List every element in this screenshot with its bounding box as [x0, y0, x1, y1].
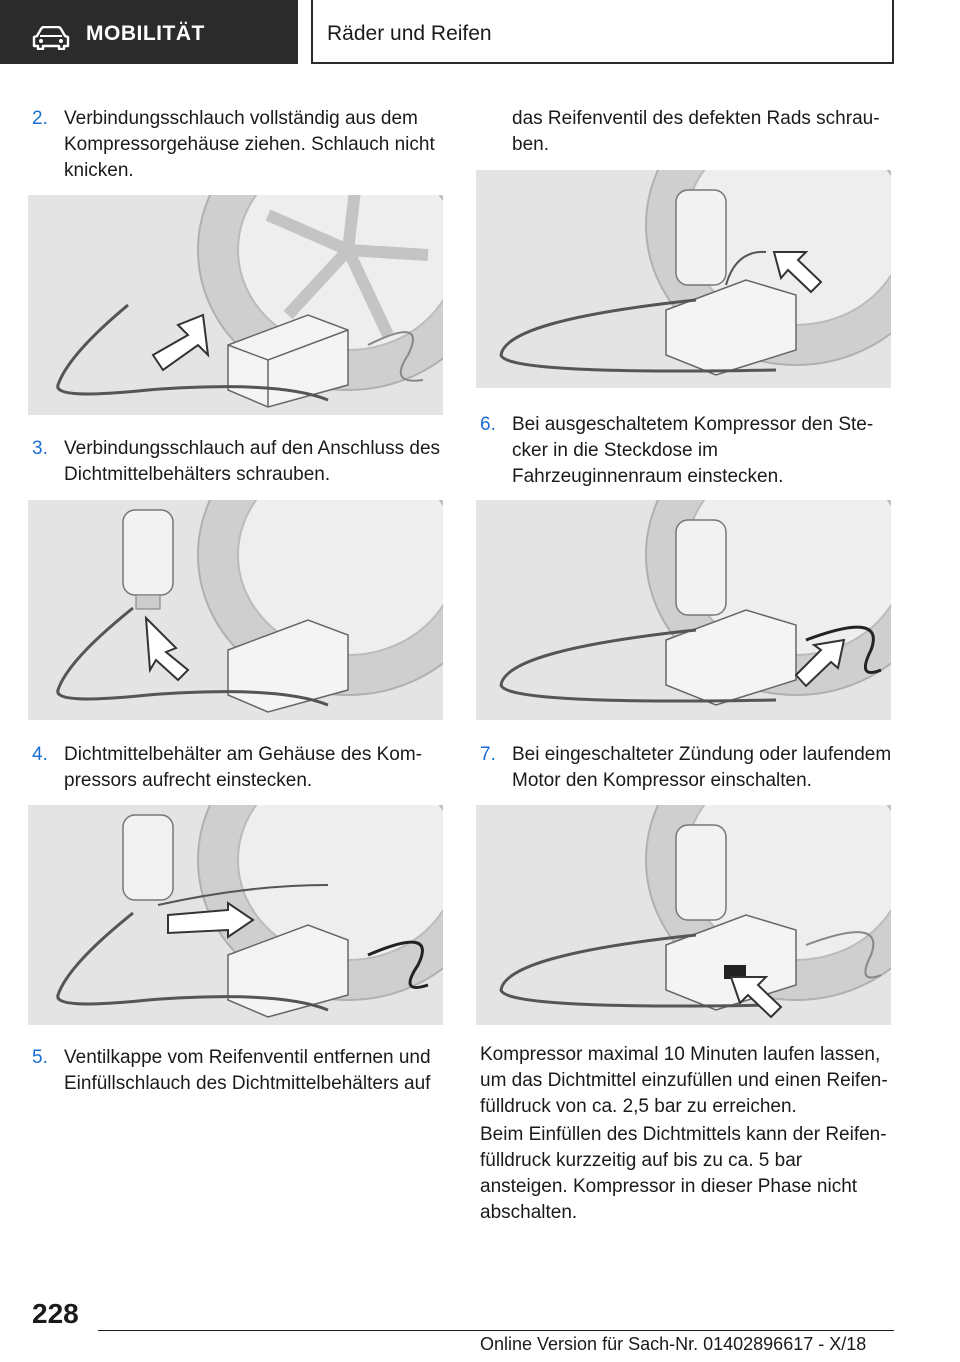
- step-5-continuation: das Reifenventil des defekten Rads schrau-ben.: [512, 108, 880, 155]
- header-category: MOBILITÄT: [86, 22, 205, 45]
- step-text: Dichtmittelbehälter am Gehäuse des Kom-pressors aufrecht einstecken.: [64, 744, 422, 791]
- step-2: [32, 106, 444, 184]
- header-section: [311, 0, 894, 64]
- illustration-plug-connect: [476, 500, 891, 720]
- header-category-bar: [0, 0, 298, 64]
- step-number: 5.: [32, 1047, 48, 1068]
- step-number: 7.: [480, 744, 496, 765]
- step-text: Verbindungsschlauch vollständig aus dem Kompressorgehäuse ziehen. Schlauch nicht knicken.: [64, 108, 435, 181]
- step-text: Ventilkappe vom Reifenventil entfernen und Einfüllschlauch des Dichtmittelbehälters auf: [64, 1047, 431, 1094]
- section-title: Räder und Reifen: [327, 22, 492, 45]
- illustration-hose-attach: [28, 500, 443, 720]
- step-5: [32, 1045, 444, 1097]
- step-text: Verbindungsschlauch auf den Anschluss des Dichtmittelbehälters schrauben.: [64, 438, 441, 485]
- step-text: Bei eingeschalteter Zündung oder laufendem Motor den Kompressor einschalten.: [512, 744, 892, 791]
- illustration-valve-connect: [476, 170, 891, 388]
- illustration-compressor-on: [476, 805, 891, 1025]
- step-6: [480, 412, 892, 490]
- footer-version: Online Version für Sach-Nr. 01402896617 - X/18: [480, 1334, 867, 1354]
- page-number: 228: [32, 1298, 79, 1329]
- note-duration: Kompressor maximal 10 Minuten laufen lassen, um das Dichtmittel einzufüllen und einen Reifen-fülldruck von ca. 2,5 bar zu erreichen.: [480, 1044, 888, 1117]
- illustration-container-insert: [28, 805, 443, 1025]
- step-3: [32, 436, 444, 488]
- step-7: [480, 742, 892, 794]
- step-number: 3.: [32, 438, 48, 459]
- step-number: 2.: [32, 108, 48, 129]
- step-number: 4.: [32, 744, 48, 765]
- step-text: Bei ausgeschaltetem Kompressor den Ste-cker in die Steckdose im Fahrzeuginnenraum einstecken.: [512, 414, 874, 487]
- illustration-hose-unroll: [28, 195, 443, 415]
- note-pressure: Beim Einfüllen des Dichtmittels kann der Reifen-fülldruck kurzzeitig auf bis zu ca. 5 bar ansteigen. Kompressor in dieser Phase nicht abschalten.: [480, 1124, 887, 1223]
- step-4: [32, 742, 444, 794]
- car-icon: [32, 26, 70, 50]
- step-number: 6.: [480, 414, 496, 435]
- footer-divider: [98, 1330, 894, 1331]
